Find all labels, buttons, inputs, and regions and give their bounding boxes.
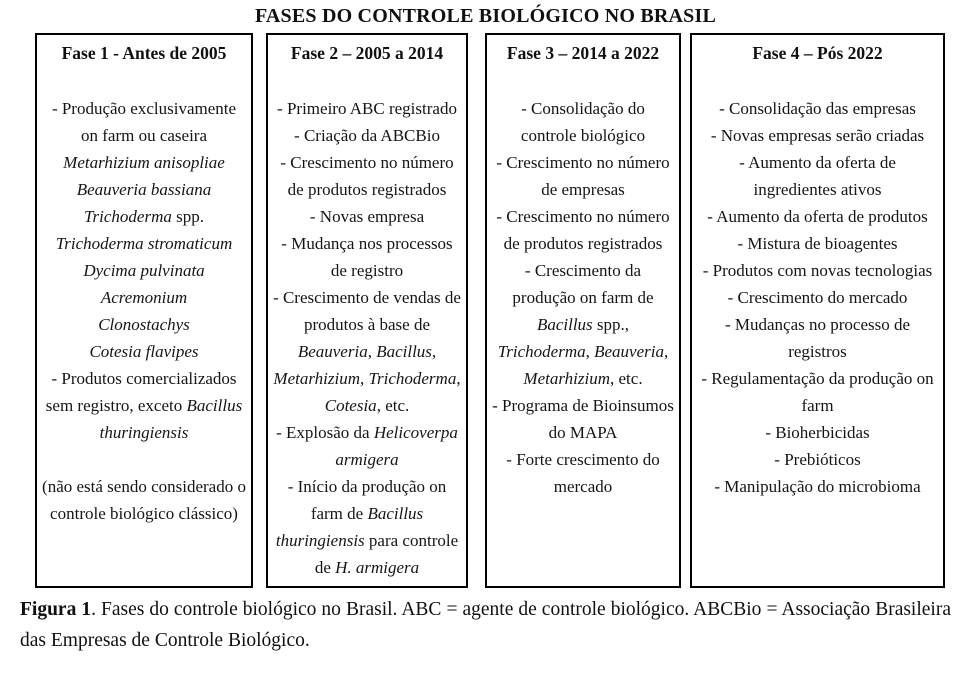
phase-item: - Crescimento do mercado: [727, 288, 908, 307]
phase-item: - Produtos comercializados sem registro, exceto Bacillus thuringiensis: [45, 369, 243, 442]
phase-item: - Aumento da oferta de produtos: [707, 207, 928, 226]
phase-item: Beauveria bassiana: [76, 180, 212, 199]
phase-item-list: [492, 95, 674, 500]
phase-item: - Produção exclusivamente on farm ou caseira: [51, 99, 237, 145]
phases-table: [35, 33, 945, 588]
phase-item: - Produtos com novas tecnologias: [702, 261, 933, 280]
phase-item: - Programa de Bioinsumos do MAPA: [492, 396, 674, 442]
phase-column-2: [266, 33, 468, 588]
phase-item: - Forte crescimento do mercado: [506, 450, 660, 496]
phase-item-list: [42, 95, 246, 527]
phase-item: - Criação da ABCBio: [294, 126, 440, 145]
phase-item: - Crescimento no número de empresas: [496, 153, 670, 199]
phase-item: - Novas empresas serão criadas: [710, 126, 925, 145]
phase-item: - Crescimento de vendas de produtos à base de Beauveria, Bacillus, Metarhizium, Trichoderma, Cotesia, etc.: [273, 288, 461, 415]
figure-caption: [20, 594, 951, 656]
phase-column-1: [35, 33, 253, 588]
phase-item: Trichoderma stromaticum: [55, 234, 233, 253]
caption-label: Figura 1: [20, 599, 92, 620]
phase-header: Fase 3 – 2014 a 2022: [506, 43, 660, 63]
phase-item-list: [273, 95, 461, 581]
phase-item: Metarhizium anisopliae: [63, 153, 225, 172]
phase-item: - Consolidação das empresas: [719, 99, 916, 118]
phase-item: - Primeiro ABC registrado: [277, 99, 457, 118]
phase-item: Clonostachys: [98, 315, 190, 334]
phase-item: Acremonium: [100, 288, 188, 307]
caption-text: . Fases do controle biológico no Brasil. ABC = agente de controle biológico. ABCBio = Associação Brasileira das Empresas de Controle Biológico.: [20, 599, 951, 651]
phase-item: - Crescimento no número de produtos registrados: [496, 207, 670, 253]
phase-header: Fase 1 - Antes de 2005: [61, 43, 227, 63]
phase-item: (não está sendo considerado o controle biológico clássico): [42, 477, 246, 523]
phase-item: - Manipulação do microbioma: [714, 477, 921, 496]
phase-header: Fase 4 – Pós 2022: [752, 43, 883, 63]
figure-title: FASES DO CONTROLE BIOLÓGICO NO BRASIL: [254, 5, 716, 27]
phase-item: - Aumento da oferta de ingredientes ativos: [739, 153, 896, 199]
phase-item: - Crescimento da produção on farm de Bacillus spp., Trichoderma, Beauveria, Metarhizium, etc.: [497, 261, 669, 388]
phase-item: - Bioherbicidas: [765, 423, 870, 442]
phase-item-list: [697, 95, 938, 500]
phase-item: - Início da produção on farm de Bacillus thuringiensis para controle de H. armigera: [275, 477, 459, 577]
phase-column-4: [690, 33, 945, 588]
phase-item: Dycima pulvinata: [83, 261, 205, 280]
phase-item: Cotesia flavipes: [89, 342, 199, 361]
phase-header: Fase 2 – 2005 a 2014: [290, 43, 444, 63]
phase-item: - Crescimento no número de produtos registrados: [280, 153, 454, 199]
phase-item: - Explosão da Helicoverpa armigera: [276, 423, 458, 469]
phase-item: - Prebióticos: [774, 450, 861, 469]
phase-item: - Mistura de bioagentes: [737, 234, 898, 253]
phase-item: Trichoderma spp.: [84, 207, 204, 226]
phase-item: - Consolidação do controle biológico: [520, 99, 646, 145]
phase-item: - Regulamentação da produção on farm: [701, 369, 934, 415]
phase-item: - Novas empresa: [309, 207, 425, 226]
phase-column-3: [485, 33, 681, 588]
phase-item: - Mudanças no processo de registros: [724, 315, 911, 361]
phase-item: - Mudança nos processos de registro: [281, 234, 453, 280]
